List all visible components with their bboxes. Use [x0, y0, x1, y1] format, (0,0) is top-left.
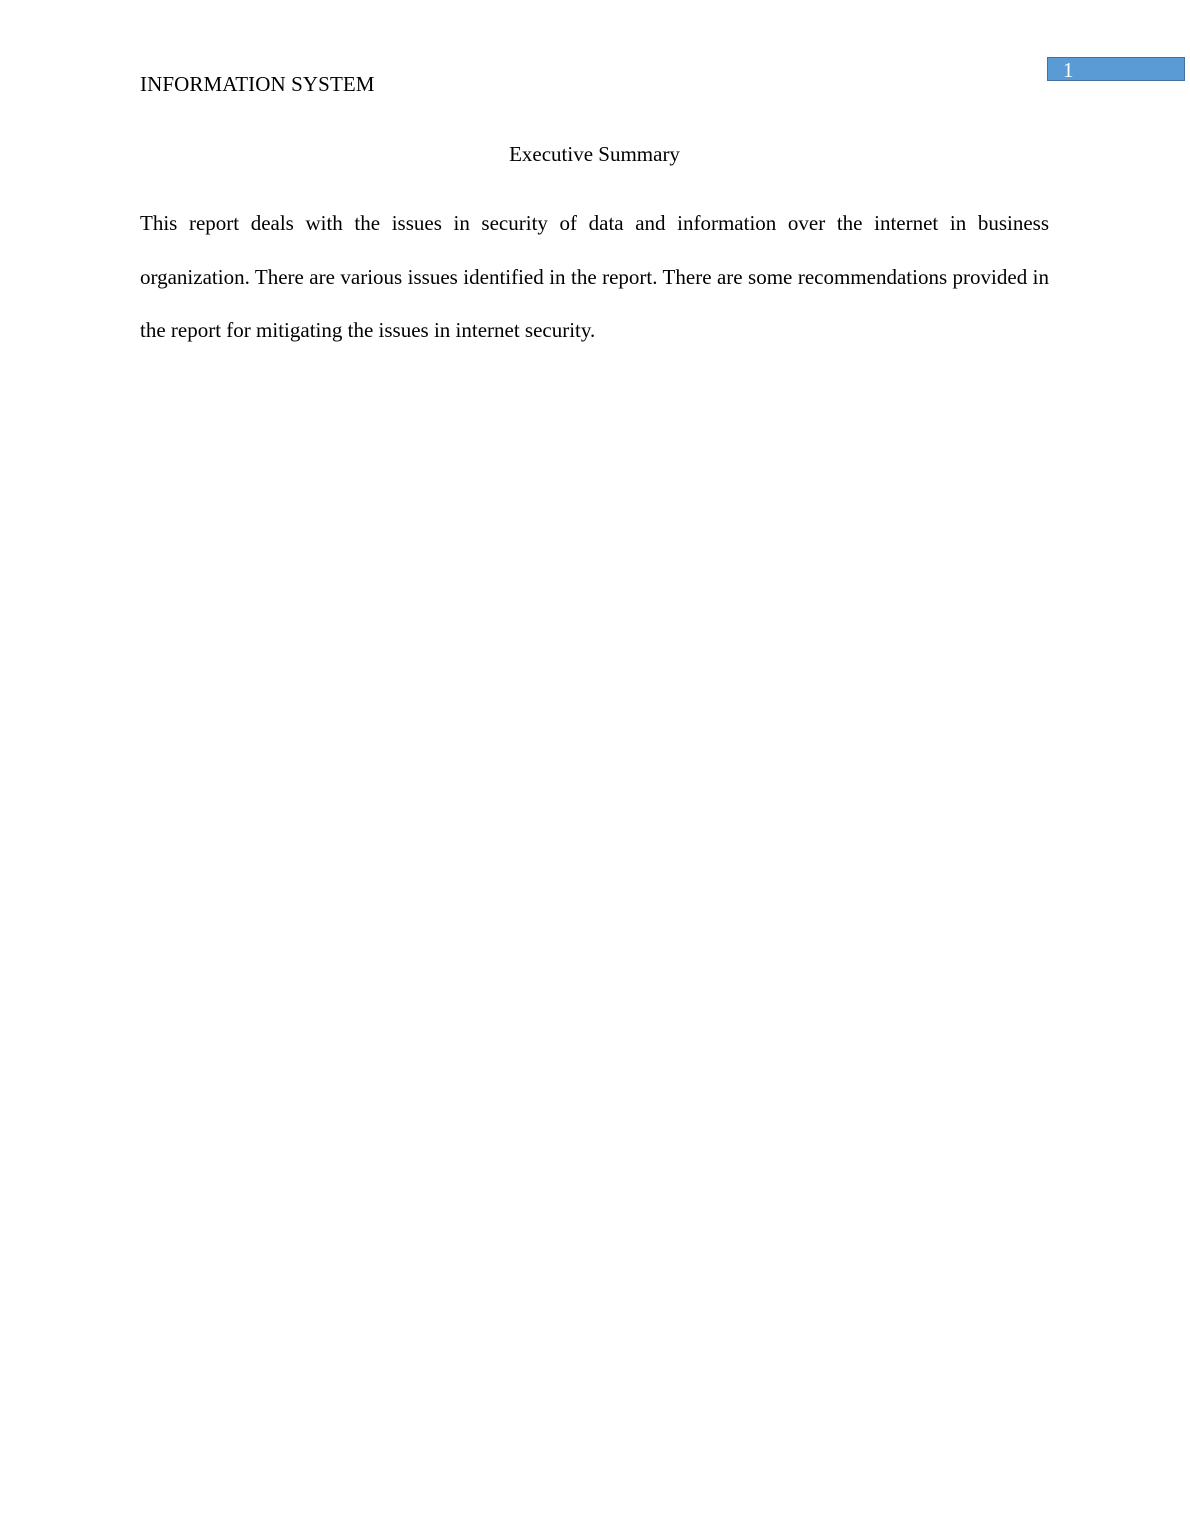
page-number: 1: [1063, 58, 1074, 82]
running-head: INFORMATION SYSTEM: [140, 72, 375, 96]
section-title: Executive Summary: [509, 142, 680, 166]
page-number-box: [1047, 57, 1185, 81]
body-paragraph: This report deals with the issues in security of data and information over the internet in business organization. There are various issues identified in the report. There are some recommendations provided in the report for mitigating the issues in internet security.: [140, 211, 1049, 342]
